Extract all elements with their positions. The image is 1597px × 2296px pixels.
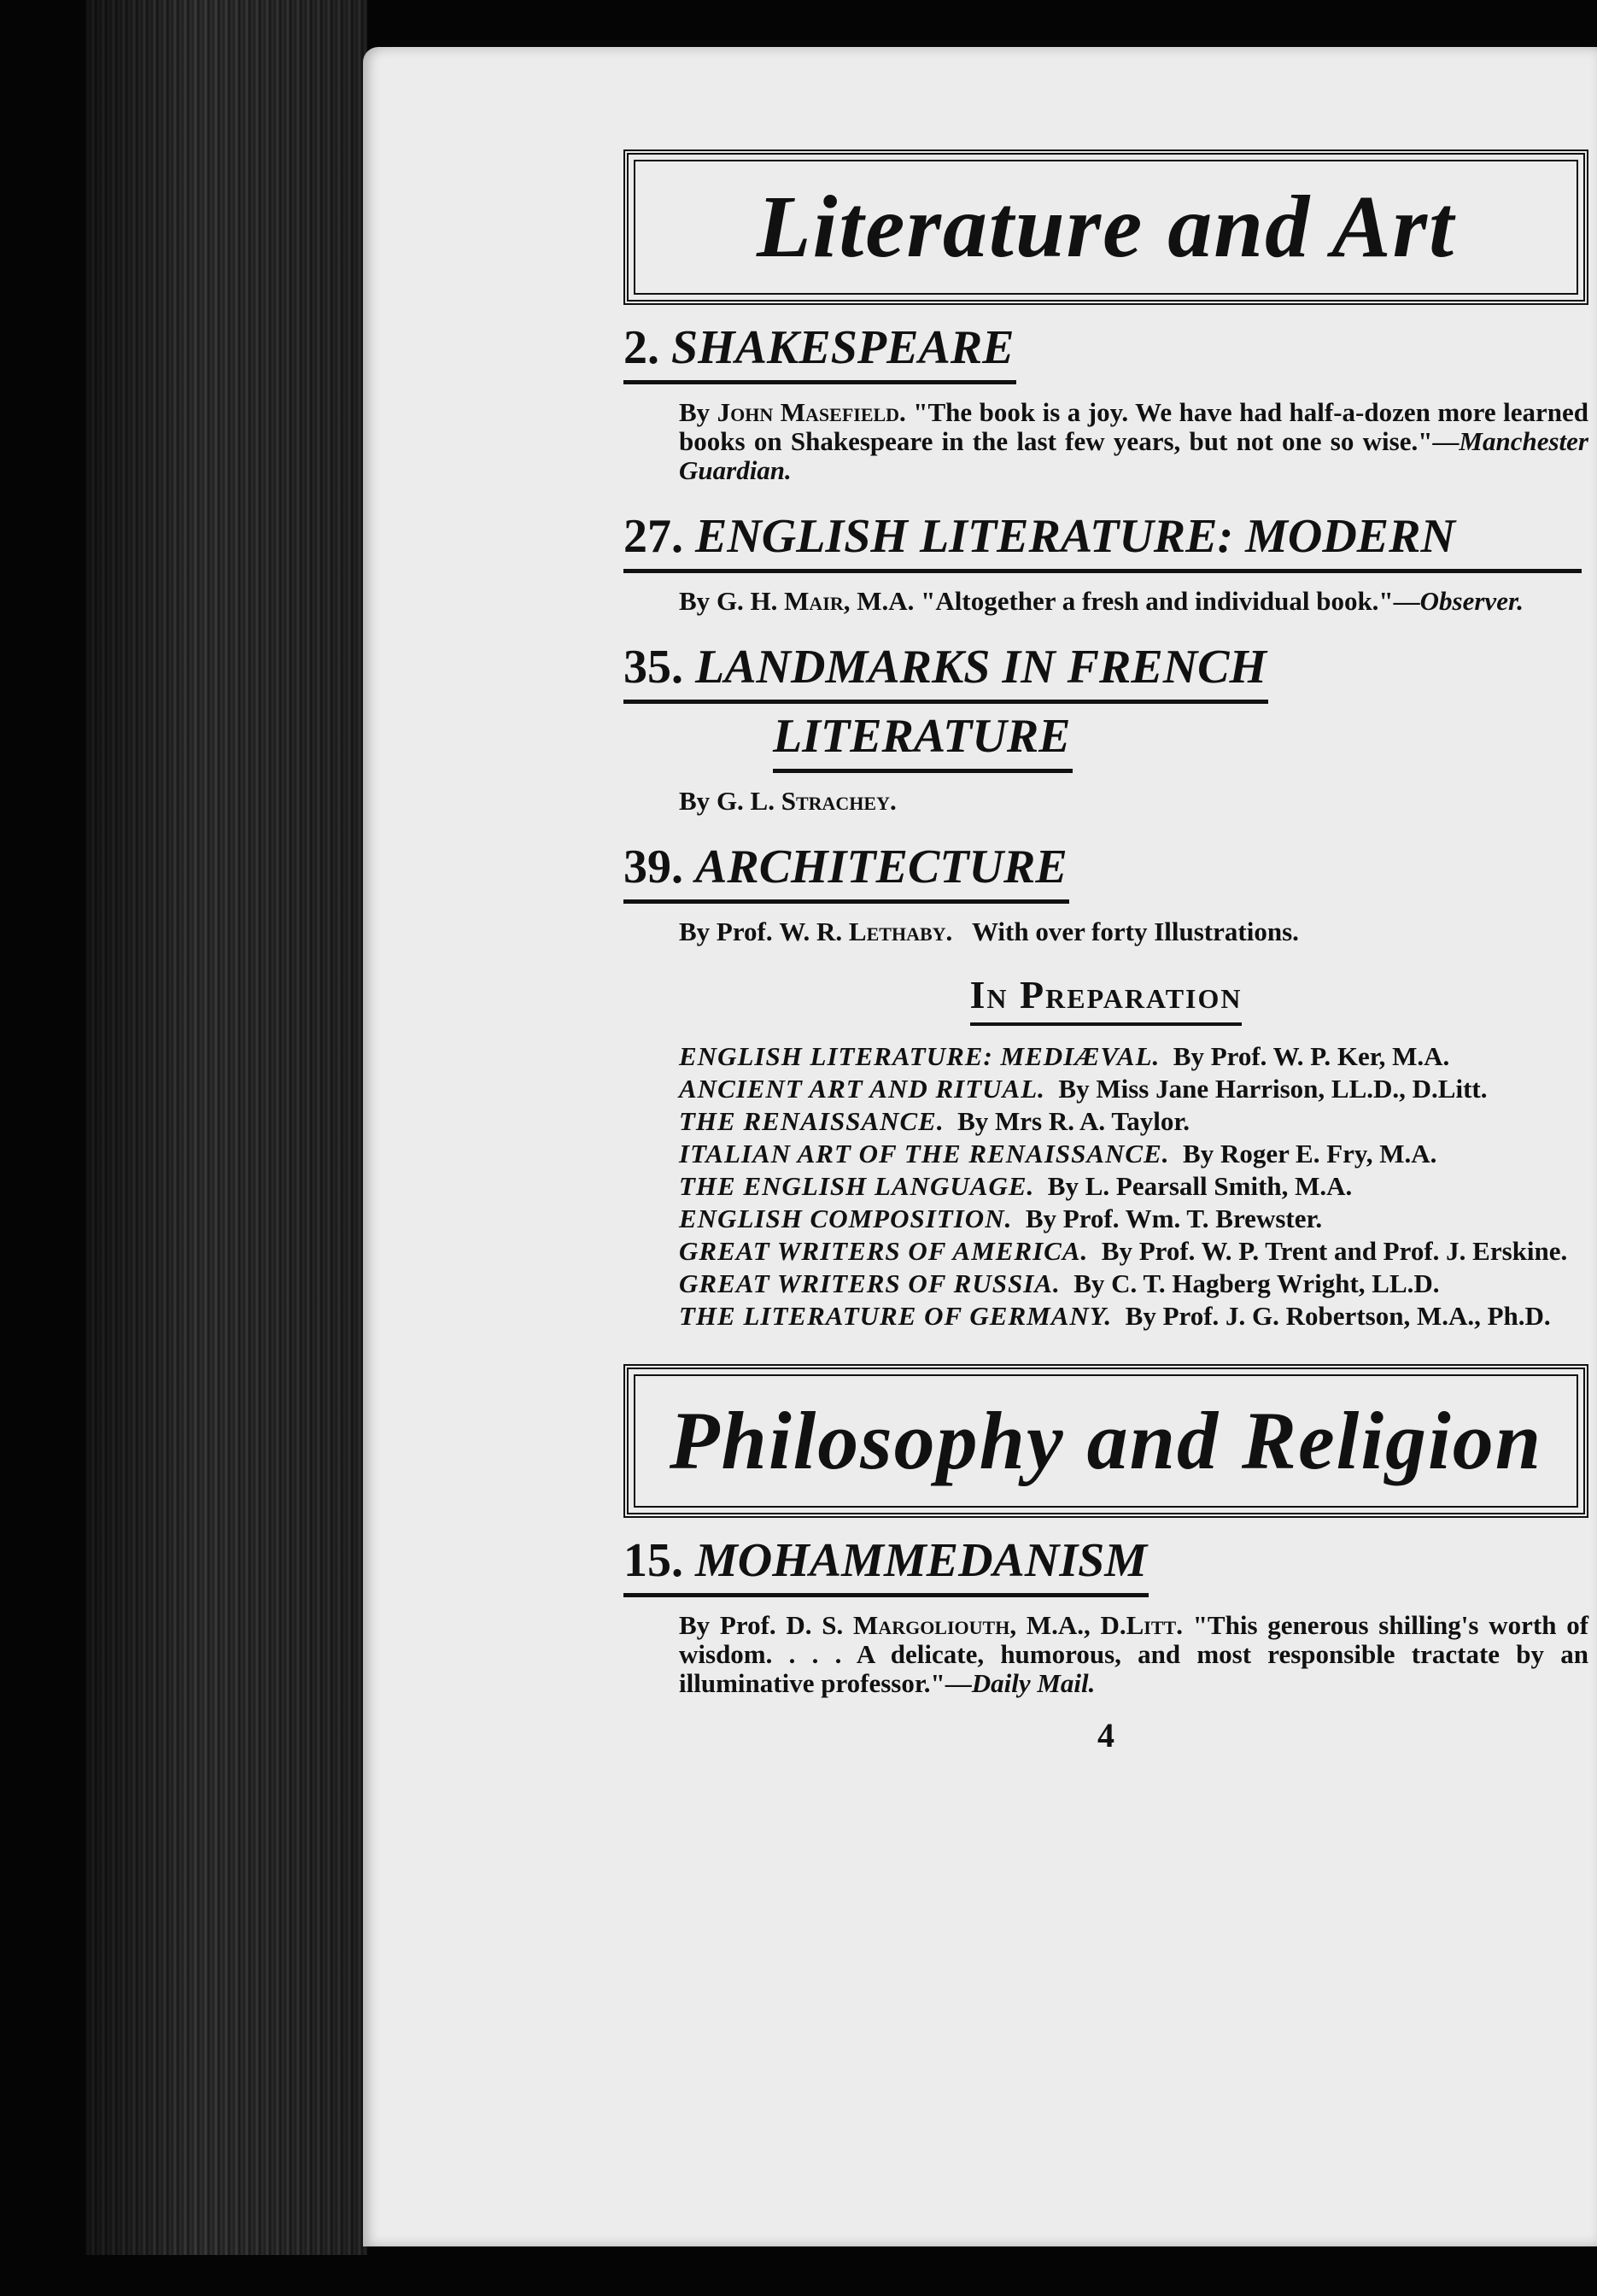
entry-mohammedanism [623,1518,1588,1698]
section-banner-philosophy-religion: Philosophy and Religion [623,1364,1588,1518]
prep-author: By Prof. W. P. Ker, M.A. [1173,1041,1450,1071]
prep-author: By Miss Jane Harrison, LL.D., D.Litt. [1058,1074,1488,1104]
list-item [679,1075,1588,1103]
author-prefix: By [679,397,717,427]
entry-description [679,587,1588,616]
author-name: D. S. Margoliouth, M.A., D.Litt. [786,1610,1183,1640]
prep-author: By C. T. Hagberg Wright, LL.D. [1073,1268,1440,1298]
entry-title-continued: LITERATURE [773,709,1073,773]
author-prefix: By Prof. [679,1610,787,1640]
entry-number: 2. [623,321,659,374]
entry-heading [623,1533,1149,1597]
entry-title: LANDMARKS IN FRENCH [695,641,1267,694]
list-item [679,1173,1588,1200]
list-item [679,1108,1588,1135]
entry-heading [623,320,1016,384]
review-text: "The book is a joy. We have had half-a-dozen more learned books on Shakespeare in the last few years, but not one so wise."— [679,397,1588,456]
list-item [679,1205,1588,1233]
entry-heading [623,509,1582,573]
review-text: With over forty Illustrations. [971,917,1299,946]
entry-title: ARCHITECTURE [695,840,1068,893]
in-preparation-heading [623,972,1588,1026]
book-page [363,47,1597,2246]
entry-title: ENGLISH LITERATURE: MODERN [695,510,1455,563]
prep-author: By Roger E. Fry, M.A. [1183,1139,1437,1168]
entry-number: 15. [623,1534,683,1587]
prep-author: By Mrs R. A. Taylor. [957,1106,1190,1136]
prep-author: By Prof. J. G. Robertson, M.A., Ph.D. [1125,1301,1551,1331]
prep-author: By Prof. W. P. Trent and Prof. J. Erskine. [1101,1236,1568,1266]
author-name: John Masefield. [717,397,906,427]
prep-title: ENGLISH COMPOSITION. [679,1204,1013,1233]
entry-description [679,917,1588,946]
review-source: Manchester Guardian. [679,426,1588,485]
prep-author: By L. Pearsall Smith, M.A. [1047,1171,1353,1201]
list-item [679,1238,1588,1265]
entry-title: MOHAMMEDANISM [695,1534,1148,1587]
page-content [623,149,1588,1755]
entry-landmarks-french-literature [623,624,1588,816]
entry-shakespeare [623,305,1588,485]
entry-title: SHAKESPEARE [671,321,1015,374]
entry-number: 27. [623,510,683,563]
prep-title: THE LITERATURE OF GERMANY. [679,1301,1113,1331]
author-prefix: By [679,786,717,816]
entry-english-literature-modern [623,494,1588,616]
author-prefix: By [679,586,717,616]
prep-title: ANCIENT ART AND RITUAL. [679,1074,1045,1104]
entry-number: 35. [623,641,683,694]
prep-title: THE RENAISSANCE. [679,1106,945,1136]
review-source: Daily Mail. [971,1668,1096,1698]
list-item [679,1043,1588,1070]
prep-title: GREAT WRITERS OF RUSSIA. [679,1268,1061,1298]
prep-title: ENGLISH LITERATURE: MEDIÆVAL. [679,1041,1161,1071]
entry-description [679,1611,1588,1698]
in-preparation-list [679,1043,1588,1330]
author-name: G. L. Strachey. [716,786,897,816]
entry-architecture [623,824,1588,946]
in-preparation-title: In Preparation [970,972,1243,1026]
prep-author: By Prof. Wm. T. Brewster. [1025,1204,1323,1233]
book-spine-shadow [85,0,367,2255]
prep-title: GREAT WRITERS OF AMERICA. [679,1236,1089,1266]
review-text: "This generous shilling's worth of wisdom. . . . A delicate, humorous, and most responsible tractate by an illuminative professor."— [679,1610,1589,1698]
section-banner-literature-art: Literature and Art [623,149,1588,305]
review-source: Observer. [1419,586,1524,616]
prep-title: ITALIAN ART OF THE RENAISSANCE. [679,1139,1170,1168]
list-item [679,1303,1588,1330]
list-item [679,1140,1588,1168]
author-prefix: By Prof. [679,917,780,946]
entry-description [679,398,1588,485]
entry-number: 39. [623,840,683,893]
prep-title: THE ENGLISH LANGUAGE. [679,1171,1035,1201]
author-name: W. R. Lethaby. [779,917,953,946]
entry-description [679,787,1588,816]
review-text: "Altogether a fresh and individual book."— [921,586,1420,616]
page-number: 4 [1097,1716,1114,1754]
list-item [679,1270,1588,1297]
author-name: G. H. Mair, M.A. [716,586,915,616]
entry-heading [623,840,1069,904]
entry-heading [623,640,1268,704]
